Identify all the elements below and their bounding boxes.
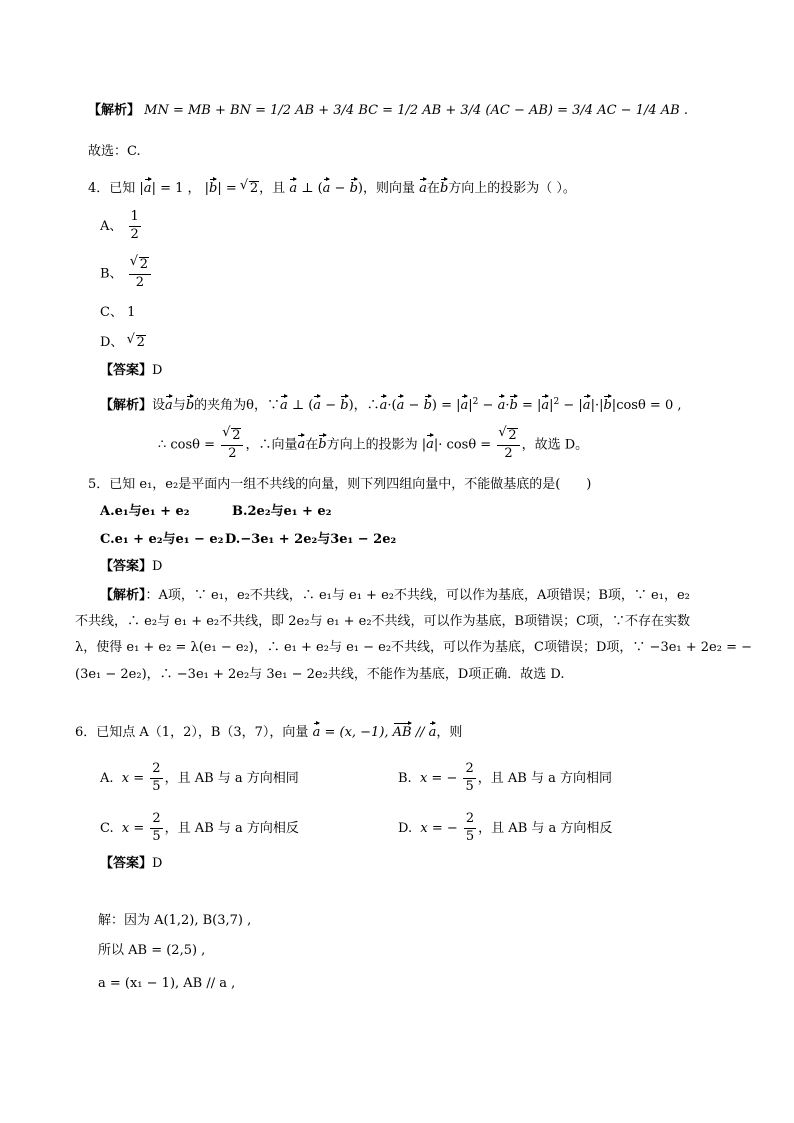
vector-a: a [541,398,550,413]
vector-b: b [340,398,349,413]
text: cosθ = 0 , [616,398,682,413]
q6-stem [75,726,462,739]
option-text: ，且 AB 与 a 方向相反 [164,820,299,836]
vector-a: a [582,398,591,413]
vector-b: b [439,181,449,196]
q5-analysis-line3: λ，使得 e₁ + e₂ = λ(e₁ − e₂)，∴ e₁ + e₂与 e₁ − e₂不共线，可以作为基底，C项错误；D项，∵ −3e₁ + 2e₂ = − [75,640,752,655]
q5-analysis-line4: (3e₁ − 2e₂)，∴ −3e₁ + 2e₂与 3e₁ − 2e₂共线，不能作为基底，D项正确．故选 D. [75,667,565,682]
text: 设 [152,398,166,413]
q5-analysis-line2: 不共线，∴ e₂与 e₁ + e₂不共线，即 2e₂与 e₁ + e₂不共线，可以作为基底，B项错误；C项，∵不存在实数 [75,614,691,629]
fraction-2-5: $\frac{2}{5}$ [465,761,474,794]
q4-option-c [100,306,135,319]
q4-stem-part: ，则向量 [363,181,416,196]
q6-solution-line3: a = (x₁ − 1), AB // a , [98,976,236,991]
vector-a: a [379,398,388,413]
q5-option-a: A.e₁与e₁ + e₂ [100,504,190,519]
vector-b: b [603,398,612,413]
q4-option-b [100,257,153,291]
answer-tag: 【答案】 [100,856,153,871]
answer-value: D [152,559,163,574]
option-label: D. [398,820,413,836]
q6-option-d [398,812,612,845]
q6-stem-vector: a = (x, −1), AB // a [312,725,437,740]
vector-a: a [297,437,306,453]
text: ，故选 D。 [521,437,589,453]
option-eq: x = [121,820,145,836]
q4-option-d [100,335,146,349]
q5-analysis-line1 [100,589,690,602]
sqrt-2: √ 2 [241,181,259,195]
q5-stem: 5．已知 e₁，e₂是平面内一组不共线的向量，则下列四组向量中，不能做基底的是( ) [88,477,592,492]
q6-solution-line1: 解：因为 A(1,2), B(3,7) , [98,913,252,928]
vector-b: b [349,181,358,196]
q4-stem-part: 在 [426,181,440,196]
vector-a: a [497,398,506,413]
option-label: C. [100,820,114,836]
option-eq: x = [121,770,145,786]
fraction-2-5: $\frac{2}{5}$ [152,761,161,794]
answer-tag: 【答案】 [100,559,153,574]
fraction-sqrt2-2: √ $\frac{2}{2}$ [497,428,519,462]
q5-option-b: B.2e₂与e₁ + e₂ [232,504,332,519]
q6-solution-line2: 所以 AB = (2,5) , [98,943,206,958]
vector-b: b [509,398,518,413]
vector-a: a [289,181,298,196]
text: 6．已知点 A（1，2），B（3，7），向量 [75,725,309,740]
text: ，∴向量 [245,437,298,453]
vector-b: b [209,181,218,196]
q4-stem-part: 方向上的投影为（ ）。 [448,181,576,196]
jiexi-tag: 【解析】 [100,588,146,603]
answer-value: D [152,856,163,871]
option-value: 1 [127,305,136,320]
q6-option-b [398,762,612,795]
jiexi-tag: 【解析】 [100,398,153,413]
q4-analysis-line2: ∴ cosθ = √ $\frac{2}{2}$ ，∴向量a在b方向上的投影为 |a|· cosθ = √ $\frac{2}{2}$ ，故选 D。 [158,428,588,462]
vector-a: a [143,181,152,196]
option-label: D、 [100,335,124,350]
q3-analysis-line [88,104,688,117]
text: ，∴ [353,398,380,413]
option-label: A. [100,770,114,786]
vector-a: a [279,398,288,413]
fraction-sqrt2-2: √ $\frac{2}{2}$ [129,257,151,291]
option-eq: x = − [420,820,458,836]
vector-a: a [313,398,322,413]
fraction-2-5: $\frac{2}{5}$ [152,811,161,844]
q5-option-c: C.e₁ + e₂与e₁ − e₂ [100,532,224,547]
option-label: B、 [100,266,123,282]
fraction-2-5: $\frac{2}{5}$ [465,811,475,844]
option-label: A、 [100,218,123,234]
q3-jiexi-tag: 【解析】 [88,103,141,118]
text: · cosθ = [438,437,492,453]
q3-formula: MN = MB + BN = 1/2 AB + 3/4 BC = 1/2 AB + 3/4 (AC − AB) = 3/4 AC − 1/4 AB . [144,103,688,118]
text: ，则 [436,725,463,740]
q6-option-c [100,812,299,845]
sqrt-2: √ 2 [128,335,146,349]
text: 与 [172,398,186,413]
option-text: ，且 AB 与 a 方向相反 [478,820,613,836]
option-text: ，且 AB 与 a 方向相同 [477,770,612,786]
q4-answer [100,364,162,377]
option-label: C、 [100,305,123,320]
q3-conclusion: 故选：C. [88,144,141,159]
text: ∴ cosθ = [158,437,216,453]
option-eq: x = − [419,770,458,786]
answer-tag: 【答案】 [100,363,153,378]
q4-stem: 4．已知 |a| = 1 ， |b| = √ 2，且 a ⊥ (a − b)，则向量 a在b方向上的投影为（ ）。 [88,181,576,195]
fraction-1-2: $\frac{1}{2}$ [130,209,139,242]
text: 的夹角为θ，∵ [194,398,280,413]
vector-b: b [423,398,432,413]
q5-option-d: D.−3e₁ + 2e₂与3e₁ − 2e₂ [225,532,397,547]
fraction-sqrt2-2: √ $\frac{2}{2}$ [221,428,243,462]
text: 方向上的投影为 [326,437,418,453]
q4-analysis-line1: 【解析】设a与b的夹角为θ，∵a ⊥ (a − b)，∴a·(a − $b) = |a|^2 - a\cdot b = |a|^2 - |a|\cdot|b|\cos\theta = 0$ , [100,397,682,413]
answer-value: D [152,363,163,378]
q6-answer [100,857,162,870]
text: ：A项，∵ e₁，e₂不共线，∴ e₁与 e₁ + e₂不共线，可以作为基底，A项错误；B项，∵ e₁，e₂ [145,588,690,603]
q5-answer [100,560,162,573]
vector-a: a [426,437,434,453]
option-label: B. [398,770,412,786]
q6-option-a [100,762,299,795]
vector-a: a [165,398,173,413]
option-text: ，且 AB 与 a 方向相同 [164,770,299,786]
q4-stem-part: ，且 [259,181,286,196]
q4-stem-part: 4．已知 [88,181,136,196]
vector-b: b [318,437,327,453]
text: 在 [305,437,319,453]
q4-option-a [100,210,143,243]
vector-a: a [322,181,331,196]
vector-a: a [396,398,405,413]
vector-a: a [460,398,469,413]
vector-b: b [185,398,195,413]
vector-a: a [419,181,427,196]
